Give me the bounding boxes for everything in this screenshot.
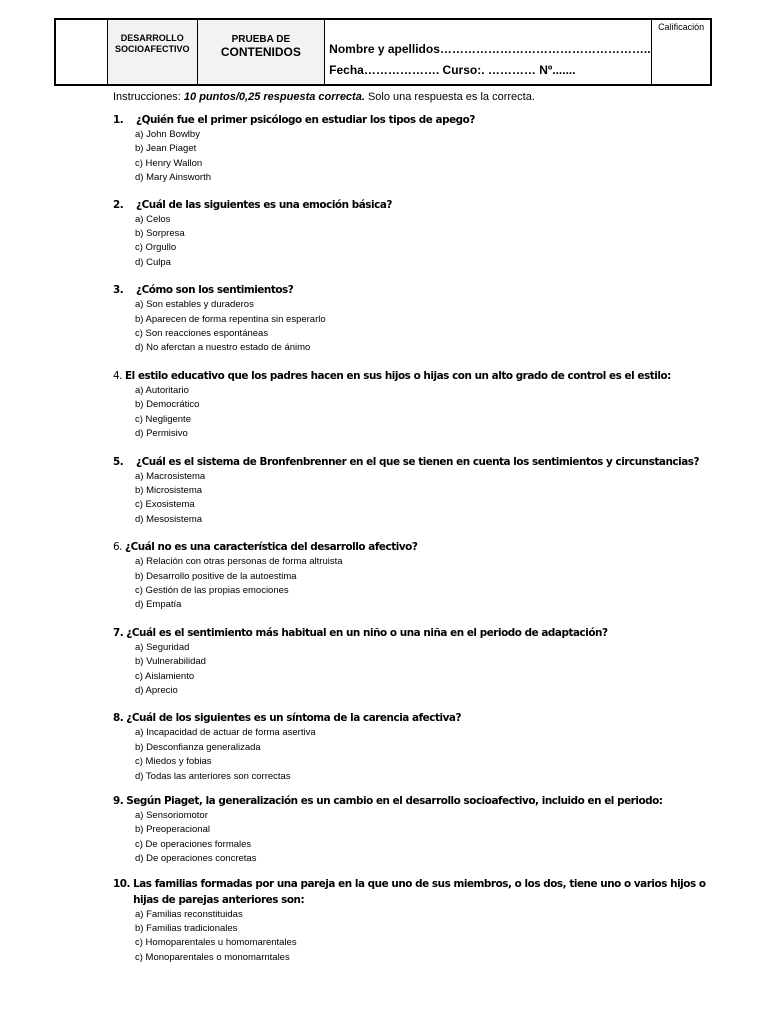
- question-title: [113, 793, 713, 809]
- answer-options: [113, 726, 713, 784]
- subject-line-2: SOCIOAFECTIVO: [114, 44, 190, 54]
- instructions-emphasis: 10 puntos/0,25 respuesta correcta.: [183, 91, 365, 103]
- answer-option[interactable]: c) Aislamiento: [135, 670, 195, 682]
- instructions-label: Instrucciones:: [113, 91, 184, 103]
- question-title: [113, 368, 713, 384]
- question-item: [113, 710, 713, 784]
- question-title: [113, 539, 713, 555]
- answer-option[interactable]: c) Monoparentales o monomarntales: [135, 951, 290, 963]
- answer-options: [113, 908, 713, 966]
- question-title: [113, 876, 713, 908]
- answer-options: [113, 128, 713, 186]
- name-field[interactable]: Nombre y apellidos……………………………………………..: [329, 42, 651, 56]
- exam-header-table: [54, 18, 712, 86]
- student-info-cell: [325, 20, 652, 84]
- answer-option[interactable]: d) Mesosistema: [135, 513, 203, 525]
- question-item: [113, 197, 713, 271]
- question-text: ¿Cuál es el sistema de Bronfenbrenner en el que se tienen en cuenta los sentimientos y circunstancias?: [136, 455, 700, 468]
- answer-option[interactable]: c) Gestión de las propias emociones: [135, 584, 289, 596]
- answer-option[interactable]: d) Mary Ainsworth: [135, 172, 212, 184]
- answer-option[interactable]: b) Preoperacional: [135, 824, 210, 836]
- answer-options: [113, 809, 713, 867]
- answer-option[interactable]: c) Henry Wallon: [135, 157, 203, 169]
- date-course-field[interactable]: Fecha………………. Curso:. ………… Nº.......: [329, 63, 576, 77]
- answer-option[interactable]: c) De operaciones formales: [135, 838, 252, 850]
- answer-options: [113, 384, 713, 442]
- question-item: [113, 625, 713, 699]
- question-title: [113, 710, 713, 726]
- question-item: [113, 368, 713, 442]
- answer-option[interactable]: b) Familias tradicionales: [135, 923, 238, 935]
- question-number: 10.: [113, 877, 131, 890]
- question-text: ¿Quién fue el primer psicólogo en estudiar los tipos de apego?: [136, 114, 475, 126]
- question-title: [113, 197, 713, 213]
- answer-option[interactable]: d) Culpa: [135, 256, 171, 268]
- answer-option[interactable]: a) Macrosistema: [135, 470, 206, 482]
- answer-options: [113, 555, 713, 613]
- question-number: 1.: [113, 114, 124, 126]
- answer-option[interactable]: b) Desconfianza generalizada: [135, 741, 261, 753]
- answer-option[interactable]: b) Microsistema: [135, 484, 203, 496]
- answer-option[interactable]: a) Relación con otras personas de forma altruista: [135, 556, 343, 568]
- answer-option[interactable]: d) Empatía: [135, 599, 182, 611]
- answer-option[interactable]: d) Permisivo: [135, 428, 188, 440]
- question-number: 5.: [113, 455, 124, 468]
- answer-option[interactable]: a) Incapacidad de actuar de forma asertiva: [135, 727, 316, 739]
- test-title-cell: [198, 20, 326, 84]
- question-text: ¿Cómo son los sentimientos?: [136, 284, 294, 297]
- grade-cell: [652, 20, 710, 84]
- answer-option[interactable]: c) Orgullo: [135, 242, 177, 254]
- answer-option[interactable]: c) Exosistema: [135, 499, 195, 511]
- question-item: [113, 793, 713, 867]
- question-item: [113, 112, 713, 186]
- question-title: [113, 625, 713, 641]
- answer-options: [113, 213, 713, 271]
- question-text: ¿Cuál no es una característica del desarrollo afectivo?: [125, 541, 418, 554]
- question-item: [113, 876, 713, 966]
- answer-options: [113, 298, 713, 356]
- question-text: ¿Cuál de los siguientes es un síntoma de la carencia afectiva?: [126, 712, 462, 725]
- answer-option[interactable]: d) De operaciones concretas: [135, 853, 257, 865]
- answer-option[interactable]: d) Aprecio: [135, 684, 178, 696]
- question-text: ¿Cuál de las siguientes es una emoción básica?: [136, 198, 392, 211]
- answer-option[interactable]: d) Todas las anteriores son correctas: [135, 770, 291, 782]
- answer-option[interactable]: b) Vulnerabilidad: [135, 656, 206, 668]
- answer-option[interactable]: a) John Bowlby: [135, 129, 200, 140]
- subject-line-1: DESARROLLO: [120, 33, 184, 43]
- answer-option[interactable]: b) Jean Piaget: [135, 143, 197, 155]
- question-item: [113, 454, 713, 528]
- answer-options: [113, 641, 713, 699]
- subject-cell: [108, 20, 198, 84]
- question-title: [113, 112, 713, 128]
- test-title-line-1: PRUEBA DE: [231, 34, 291, 45]
- answer-option[interactable]: c) Son reacciones espontáneas: [135, 328, 269, 340]
- grade-label: Calificación: [658, 22, 705, 32]
- answer-option[interactable]: a) Autoritario: [135, 384, 189, 396]
- answer-option[interactable]: b) Desarrollo positive de la autoestima: [135, 570, 297, 582]
- question-text: Las familias formadas por una pareja en la que uno de sus miembros, o los dos, tiene uno o varios hijos o hijas de parejas anteriores son:: [133, 877, 706, 906]
- answer-option[interactable]: a) Celos: [135, 213, 171, 225]
- answer-options: [113, 470, 713, 528]
- question-text: El estilo educativo que los padres hacen en sus hijos o hijas con un alto grado de control es el estilo:: [125, 369, 671, 382]
- answer-option[interactable]: a) Son estables y duraderos: [135, 299, 254, 311]
- answer-option[interactable]: b) Sorpresa: [135, 228, 185, 240]
- question-number: 2.: [113, 198, 124, 211]
- question-item: [113, 282, 713, 356]
- question-title: [113, 282, 713, 298]
- question-title: [113, 454, 713, 470]
- instructions-rest: Solo una respuesta es la correcta.: [364, 91, 535, 103]
- answer-option[interactable]: b) Aparecen de forma repentina sin esperarlo: [135, 313, 326, 325]
- answer-option[interactable]: b) Democrático: [135, 399, 200, 411]
- answer-option[interactable]: c) Miedos y fobias: [135, 756, 212, 768]
- question-number: 4.: [113, 369, 123, 382]
- question-list: [113, 112, 713, 965]
- question-text: Según Piaget, la generalización es un cambio en el desarrollo socioafectivo, incluido en el periodo:: [126, 795, 663, 807]
- answer-option[interactable]: a) Sensoriomotor: [135, 810, 208, 821]
- logo-cell: [56, 20, 108, 84]
- question-item: [113, 539, 713, 613]
- answer-option[interactable]: a) Familias reconstituidas: [135, 908, 243, 920]
- question-number: 8.: [113, 712, 124, 725]
- answer-option[interactable]: d) No aferctan a nuestro estado de ánimo: [135, 342, 311, 354]
- answer-option[interactable]: c) Homoparentales u homomarentales: [135, 937, 297, 949]
- test-title-line-2: CONTENIDOS: [220, 45, 301, 59]
- question-text: ¿Cuál es el sentimiento más habitual en un niño o una niña en el periodo de adaptación?: [126, 626, 608, 639]
- instructions: [113, 91, 535, 103]
- question-number: 6.: [113, 541, 123, 554]
- answer-option[interactable]: c) Negligente: [135, 413, 191, 425]
- question-number: 9.: [113, 795, 124, 807]
- question-number: 7.: [113, 626, 124, 639]
- answer-option[interactable]: a) Seguridad: [135, 641, 190, 653]
- question-number: 3.: [113, 284, 124, 297]
